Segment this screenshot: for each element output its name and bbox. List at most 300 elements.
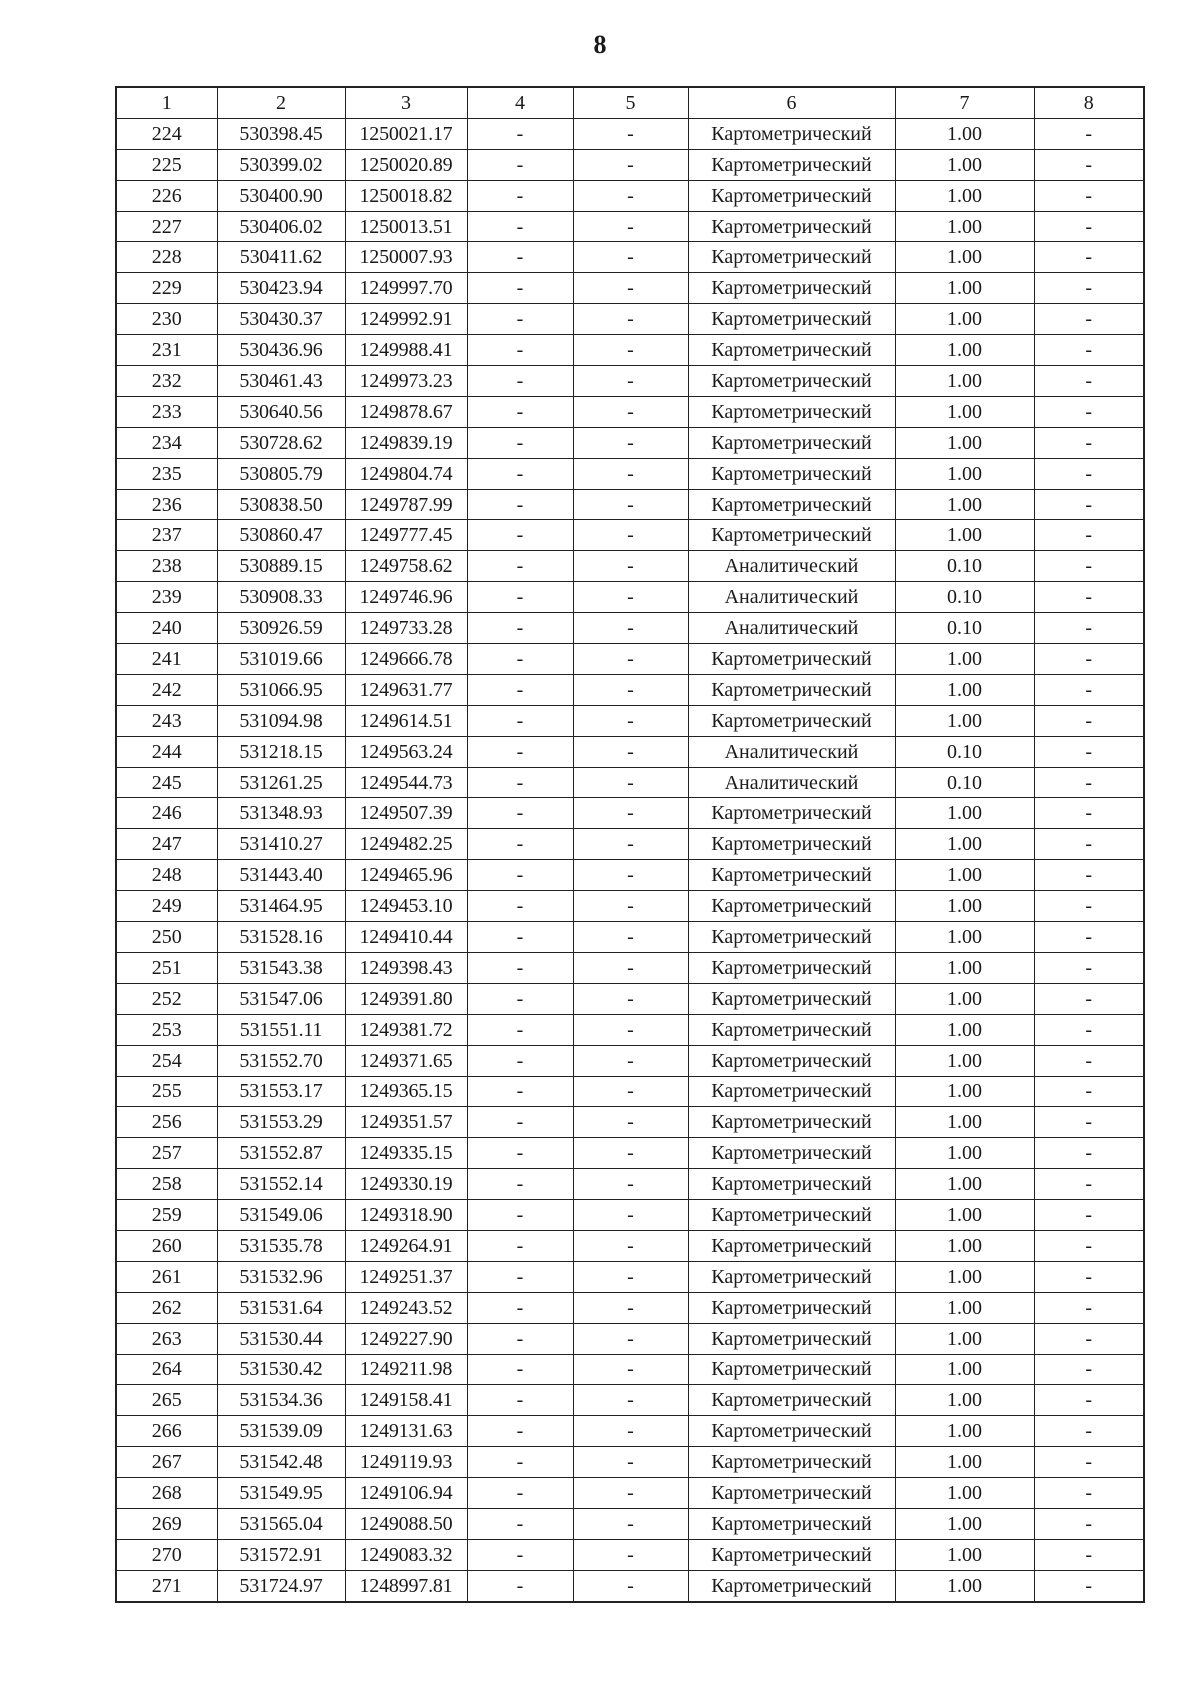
method-cell: Картометрический (688, 1416, 895, 1447)
column-5-cell: - (573, 1323, 688, 1354)
accuracy-cell: 1.00 (895, 1292, 1034, 1323)
method-cell: Картометрический (688, 674, 895, 705)
column-5-cell: - (573, 520, 688, 551)
x-coordinate-cell: 531464.95 (217, 891, 345, 922)
column-5-cell: - (573, 1138, 688, 1169)
column-4-cell: - (467, 1261, 573, 1292)
column-4-cell: - (467, 613, 573, 644)
point-number-cell: 256 (116, 1107, 217, 1138)
table-row (116, 1045, 1144, 1076)
table-row (116, 180, 1144, 211)
point-number-cell: 257 (116, 1138, 217, 1169)
table-row (116, 458, 1144, 489)
column-8-cell: - (1034, 613, 1144, 644)
table-row (116, 118, 1144, 149)
page-number: 8 (593, 30, 607, 59)
point-number-cell: 249 (116, 891, 217, 922)
accuracy-cell: 1.00 (895, 458, 1034, 489)
accuracy-cell: 0.10 (895, 613, 1034, 644)
point-number-cell: 260 (116, 1230, 217, 1261)
table-row (116, 736, 1144, 767)
accuracy-cell: 1.00 (895, 1570, 1034, 1601)
column-5-cell: - (573, 1230, 688, 1261)
table-row (116, 304, 1144, 335)
table-row (116, 582, 1144, 613)
method-cell: Аналитический (688, 613, 895, 644)
method-cell: Картометрический (688, 1539, 895, 1570)
column-5-cell: - (573, 1014, 688, 1045)
accuracy-cell: 1.00 (895, 798, 1034, 829)
accuracy-cell: 1.00 (895, 1230, 1034, 1261)
column-header: 4 (467, 87, 573, 118)
point-number-cell: 241 (116, 644, 217, 675)
accuracy-cell: 1.00 (895, 1354, 1034, 1385)
x-coordinate-cell: 530838.50 (217, 489, 345, 520)
point-number-cell: 232 (116, 366, 217, 397)
x-coordinate-cell: 531542.48 (217, 1447, 345, 1478)
column-4-cell: - (467, 1323, 573, 1354)
column-5-cell: - (573, 396, 688, 427)
column-header: 3 (345, 87, 467, 118)
point-number-cell: 255 (116, 1076, 217, 1107)
column-header: 2 (217, 87, 345, 118)
method-cell: Картометрический (688, 211, 895, 242)
method-cell: Картометрический (688, 891, 895, 922)
column-8-cell: - (1034, 1045, 1144, 1076)
point-number-cell: 231 (116, 335, 217, 366)
method-cell: Аналитический (688, 767, 895, 798)
column-4-cell: - (467, 952, 573, 983)
column-8-cell: - (1034, 891, 1144, 922)
point-number-cell: 265 (116, 1385, 217, 1416)
accuracy-cell: 1.00 (895, 1076, 1034, 1107)
method-cell: Картометрический (688, 304, 895, 335)
x-coordinate-cell: 531530.44 (217, 1323, 345, 1354)
point-number-cell: 238 (116, 551, 217, 582)
column-5-cell: - (573, 674, 688, 705)
column-5-cell: - (573, 1354, 688, 1385)
column-4-cell: - (467, 396, 573, 427)
method-cell: Картометрический (688, 1230, 895, 1261)
column-5-cell: - (573, 1107, 688, 1138)
x-coordinate-cell: 530399.02 (217, 149, 345, 180)
table-row (116, 335, 1144, 366)
method-cell: Картометрический (688, 1508, 895, 1539)
column-4-cell: - (467, 118, 573, 149)
accuracy-cell: 1.00 (895, 860, 1034, 891)
column-5-cell: - (573, 952, 688, 983)
x-coordinate-cell: 531531.64 (217, 1292, 345, 1323)
column-5-cell: - (573, 1539, 688, 1570)
column-4-cell: - (467, 1045, 573, 1076)
method-cell: Картометрический (688, 1169, 895, 1200)
y-coordinate-cell: 1249211.98 (345, 1354, 467, 1385)
column-4-cell: - (467, 860, 573, 891)
method-cell: Картометрический (688, 1385, 895, 1416)
column-8-cell: - (1034, 1416, 1144, 1447)
table-row (116, 242, 1144, 273)
table-row (116, 1385, 1144, 1416)
x-coordinate-cell: 531543.38 (217, 952, 345, 983)
column-5-cell: - (573, 304, 688, 335)
x-coordinate-cell: 531348.93 (217, 798, 345, 829)
y-coordinate-cell: 1250020.89 (345, 149, 467, 180)
point-number-cell: 252 (116, 983, 217, 1014)
x-coordinate-cell: 531539.09 (217, 1416, 345, 1447)
column-5-cell: - (573, 273, 688, 304)
column-4-cell: - (467, 273, 573, 304)
y-coordinate-cell: 1249482.25 (345, 829, 467, 860)
accuracy-cell: 1.00 (895, 1261, 1034, 1292)
point-number-cell: 235 (116, 458, 217, 489)
table-row (116, 1508, 1144, 1539)
column-4-cell: - (467, 211, 573, 242)
accuracy-cell: 1.00 (895, 1539, 1034, 1570)
column-8-cell: - (1034, 1292, 1144, 1323)
table-row (116, 1261, 1144, 1292)
method-cell: Картометрический (688, 1138, 895, 1169)
column-4-cell: - (467, 366, 573, 397)
x-coordinate-cell: 531552.87 (217, 1138, 345, 1169)
accuracy-cell: 1.00 (895, 674, 1034, 705)
y-coordinate-cell: 1250007.93 (345, 242, 467, 273)
y-coordinate-cell: 1249264.91 (345, 1230, 467, 1261)
x-coordinate-cell: 530908.33 (217, 582, 345, 613)
column-5-cell: - (573, 1478, 688, 1509)
table-row (116, 1200, 1144, 1231)
method-cell: Картометрический (688, 1354, 895, 1385)
column-8-cell: - (1034, 798, 1144, 829)
point-number-cell: 270 (116, 1539, 217, 1570)
column-4-cell: - (467, 736, 573, 767)
method-cell: Картометрический (688, 1107, 895, 1138)
table-row (116, 1539, 1144, 1570)
column-4-cell: - (467, 1138, 573, 1169)
table-row (116, 1169, 1144, 1200)
column-8-cell: - (1034, 1200, 1144, 1231)
accuracy-cell: 1.00 (895, 983, 1034, 1014)
column-8-cell: - (1034, 1076, 1144, 1107)
accuracy-cell: 1.00 (895, 952, 1034, 983)
accuracy-cell: 1.00 (895, 520, 1034, 551)
method-cell: Картометрический (688, 922, 895, 953)
point-number-cell: 253 (116, 1014, 217, 1045)
x-coordinate-cell: 530889.15 (217, 551, 345, 582)
method-cell: Картометрический (688, 705, 895, 736)
accuracy-cell: 1.00 (895, 1508, 1034, 1539)
table-row (116, 366, 1144, 397)
point-number-cell: 230 (116, 304, 217, 335)
point-number-cell: 236 (116, 489, 217, 520)
method-cell: Картометрический (688, 180, 895, 211)
column-8-cell: - (1034, 705, 1144, 736)
point-number-cell: 229 (116, 273, 217, 304)
column-8-cell: - (1034, 860, 1144, 891)
x-coordinate-cell: 531535.78 (217, 1230, 345, 1261)
column-header: 5 (573, 87, 688, 118)
y-coordinate-cell: 1249106.94 (345, 1478, 467, 1509)
column-8-cell: - (1034, 829, 1144, 860)
method-cell: Аналитический (688, 551, 895, 582)
accuracy-cell: 1.00 (895, 1014, 1034, 1045)
y-coordinate-cell: 1249381.72 (345, 1014, 467, 1045)
y-coordinate-cell: 1249988.41 (345, 335, 467, 366)
column-4-cell: - (467, 1076, 573, 1107)
method-cell: Картометрический (688, 489, 895, 520)
column-8-cell: - (1034, 118, 1144, 149)
accuracy-cell: 0.10 (895, 551, 1034, 582)
column-8-cell: - (1034, 1570, 1144, 1601)
y-coordinate-cell: 1249839.19 (345, 427, 467, 458)
table-row (116, 767, 1144, 798)
accuracy-cell: 1.00 (895, 1107, 1034, 1138)
method-cell: Картометрический (688, 335, 895, 366)
column-8-cell: - (1034, 427, 1144, 458)
point-number-cell: 225 (116, 149, 217, 180)
x-coordinate-cell: 531552.70 (217, 1045, 345, 1076)
x-coordinate-cell: 531066.95 (217, 674, 345, 705)
y-coordinate-cell: 1249746.96 (345, 582, 467, 613)
x-coordinate-cell: 530728.62 (217, 427, 345, 458)
point-number-cell: 228 (116, 242, 217, 273)
column-5-cell: - (573, 427, 688, 458)
column-4-cell: - (467, 1014, 573, 1045)
column-8-cell: - (1034, 1447, 1144, 1478)
point-number-cell: 245 (116, 767, 217, 798)
accuracy-cell: 1.00 (895, 1385, 1034, 1416)
y-coordinate-cell: 1249243.52 (345, 1292, 467, 1323)
y-coordinate-cell: 1249083.32 (345, 1539, 467, 1570)
method-cell: Картометрический (688, 1261, 895, 1292)
method-cell: Картометрический (688, 1292, 895, 1323)
y-coordinate-cell: 1249631.77 (345, 674, 467, 705)
accuracy-cell: 1.00 (895, 427, 1034, 458)
table-row (116, 1416, 1144, 1447)
table-row (116, 489, 1144, 520)
column-header: 6 (688, 87, 895, 118)
y-coordinate-cell: 1248997.81 (345, 1570, 467, 1601)
accuracy-cell: 1.00 (895, 366, 1034, 397)
y-coordinate-cell: 1249453.10 (345, 891, 467, 922)
y-coordinate-cell: 1249507.39 (345, 798, 467, 829)
method-cell: Картометрический (688, 1045, 895, 1076)
column-4-cell: - (467, 922, 573, 953)
y-coordinate-cell: 1249992.91 (345, 304, 467, 335)
x-coordinate-cell: 530411.62 (217, 242, 345, 273)
x-coordinate-cell: 531534.36 (217, 1385, 345, 1416)
column-4-cell: - (467, 644, 573, 675)
column-8-cell: - (1034, 1478, 1144, 1509)
column-5-cell: - (573, 366, 688, 397)
accuracy-cell: 1.00 (895, 891, 1034, 922)
table-row (116, 1323, 1144, 1354)
column-5-cell: - (573, 1508, 688, 1539)
x-coordinate-cell: 530805.79 (217, 458, 345, 489)
y-coordinate-cell: 1249391.80 (345, 983, 467, 1014)
x-coordinate-cell: 530406.02 (217, 211, 345, 242)
x-coordinate-cell: 531553.17 (217, 1076, 345, 1107)
point-number-cell: 237 (116, 520, 217, 551)
column-8-cell: - (1034, 335, 1144, 366)
y-coordinate-cell: 1249330.19 (345, 1169, 467, 1200)
column-8-cell: - (1034, 952, 1144, 983)
x-coordinate-cell: 530400.90 (217, 180, 345, 211)
column-5-cell: - (573, 1200, 688, 1231)
y-coordinate-cell: 1249131.63 (345, 1416, 467, 1447)
column-8-cell: - (1034, 396, 1144, 427)
y-coordinate-cell: 1249335.15 (345, 1138, 467, 1169)
column-8-cell: - (1034, 1261, 1144, 1292)
column-4-cell: - (467, 798, 573, 829)
column-5-cell: - (573, 891, 688, 922)
x-coordinate-cell: 531528.16 (217, 922, 345, 953)
column-4-cell: - (467, 489, 573, 520)
column-8-cell: - (1034, 1138, 1144, 1169)
accuracy-cell: 1.00 (895, 180, 1034, 211)
accuracy-cell: 0.10 (895, 767, 1034, 798)
method-cell: Картометрический (688, 520, 895, 551)
point-number-cell: 263 (116, 1323, 217, 1354)
column-8-cell: - (1034, 644, 1144, 675)
column-5-cell: - (573, 983, 688, 1014)
point-number-cell: 261 (116, 1261, 217, 1292)
point-number-cell: 227 (116, 211, 217, 242)
y-coordinate-cell: 1249158.41 (345, 1385, 467, 1416)
y-coordinate-cell: 1249973.23 (345, 366, 467, 397)
y-coordinate-cell: 1249351.57 (345, 1107, 467, 1138)
accuracy-cell: 1.00 (895, 335, 1034, 366)
table-row (116, 1107, 1144, 1138)
point-number-cell: 271 (116, 1570, 217, 1601)
x-coordinate-cell: 531019.66 (217, 644, 345, 675)
accuracy-cell: 1.00 (895, 1200, 1034, 1231)
table-row (116, 1570, 1144, 1601)
y-coordinate-cell: 1249997.70 (345, 273, 467, 304)
point-number-cell: 244 (116, 736, 217, 767)
y-coordinate-cell: 1249758.62 (345, 551, 467, 582)
y-coordinate-cell: 1250018.82 (345, 180, 467, 211)
column-4-cell: - (467, 458, 573, 489)
column-4-cell: - (467, 829, 573, 860)
x-coordinate-cell: 531443.40 (217, 860, 345, 891)
column-5-cell: - (573, 1261, 688, 1292)
table-row (116, 1292, 1144, 1323)
table-header-row (116, 87, 1144, 118)
column-4-cell: - (467, 1570, 573, 1601)
x-coordinate-cell: 531551.11 (217, 1014, 345, 1045)
x-coordinate-cell: 530430.37 (217, 304, 345, 335)
table-row (116, 829, 1144, 860)
column-5-cell: - (573, 211, 688, 242)
method-cell: Картометрический (688, 1447, 895, 1478)
y-coordinate-cell: 1249787.99 (345, 489, 467, 520)
column-4-cell: - (467, 1169, 573, 1200)
column-5-cell: - (573, 582, 688, 613)
method-cell: Картометрический (688, 242, 895, 273)
y-coordinate-cell: 1249251.37 (345, 1261, 467, 1292)
accuracy-cell: 1.00 (895, 705, 1034, 736)
point-number-cell: 250 (116, 922, 217, 953)
method-cell: Картометрический (688, 1323, 895, 1354)
y-coordinate-cell: 1249227.90 (345, 1323, 467, 1354)
column-4-cell: - (467, 674, 573, 705)
y-coordinate-cell: 1249563.24 (345, 736, 467, 767)
table-row (116, 983, 1144, 1014)
column-header: 7 (895, 87, 1034, 118)
column-8-cell: - (1034, 489, 1144, 520)
y-coordinate-cell: 1249614.51 (345, 705, 467, 736)
accuracy-cell: 1.00 (895, 922, 1034, 953)
point-number-cell: 240 (116, 613, 217, 644)
x-coordinate-cell: 531552.14 (217, 1169, 345, 1200)
x-coordinate-cell: 531532.96 (217, 1261, 345, 1292)
coordinates-table (115, 86, 1145, 1603)
point-number-cell: 254 (116, 1045, 217, 1076)
accuracy-cell: 1.00 (895, 273, 1034, 304)
table-row (116, 1014, 1144, 1045)
point-number-cell: 248 (116, 860, 217, 891)
column-8-cell: - (1034, 674, 1144, 705)
x-coordinate-cell: 531724.97 (217, 1570, 345, 1601)
y-coordinate-cell: 1249878.67 (345, 396, 467, 427)
table-row (116, 674, 1144, 705)
column-8-cell: - (1034, 1230, 1144, 1261)
x-coordinate-cell: 531553.29 (217, 1107, 345, 1138)
x-coordinate-cell: 530461.43 (217, 366, 345, 397)
accuracy-cell: 1.00 (895, 396, 1034, 427)
table-row (116, 1354, 1144, 1385)
table-row (116, 211, 1144, 242)
point-number-cell: 224 (116, 118, 217, 149)
y-coordinate-cell: 1249666.78 (345, 644, 467, 675)
table-body (116, 118, 1144, 1601)
column-4-cell: - (467, 180, 573, 211)
column-8-cell: - (1034, 767, 1144, 798)
column-8-cell: - (1034, 180, 1144, 211)
column-4-cell: - (467, 1200, 573, 1231)
accuracy-cell: 1.00 (895, 1447, 1034, 1478)
column-8-cell: - (1034, 1508, 1144, 1539)
column-8-cell: - (1034, 1107, 1144, 1138)
method-cell: Аналитический (688, 582, 895, 613)
method-cell: Картометрический (688, 952, 895, 983)
column-5-cell: - (573, 149, 688, 180)
column-4-cell: - (467, 304, 573, 335)
method-cell: Картометрический (688, 396, 895, 427)
x-coordinate-cell: 530926.59 (217, 613, 345, 644)
accuracy-cell: 1.00 (895, 1323, 1034, 1354)
method-cell: Картометрический (688, 1014, 895, 1045)
accuracy-cell: 1.00 (895, 242, 1034, 273)
x-coordinate-cell: 530436.96 (217, 335, 345, 366)
table-row (116, 1230, 1144, 1261)
column-5-cell: - (573, 458, 688, 489)
x-coordinate-cell: 530423.94 (217, 273, 345, 304)
column-header: 1 (116, 87, 217, 118)
point-number-cell: 262 (116, 1292, 217, 1323)
column-8-cell: - (1034, 1169, 1144, 1200)
column-4-cell: - (467, 335, 573, 366)
table-row (116, 798, 1144, 829)
x-coordinate-cell: 531549.06 (217, 1200, 345, 1231)
y-coordinate-cell: 1249088.50 (345, 1508, 467, 1539)
column-header: 8 (1034, 87, 1144, 118)
y-coordinate-cell: 1249410.44 (345, 922, 467, 953)
y-coordinate-cell: 1249119.93 (345, 1447, 467, 1478)
column-4-cell: - (467, 242, 573, 273)
column-5-cell: - (573, 1416, 688, 1447)
point-number-cell: 268 (116, 1478, 217, 1509)
